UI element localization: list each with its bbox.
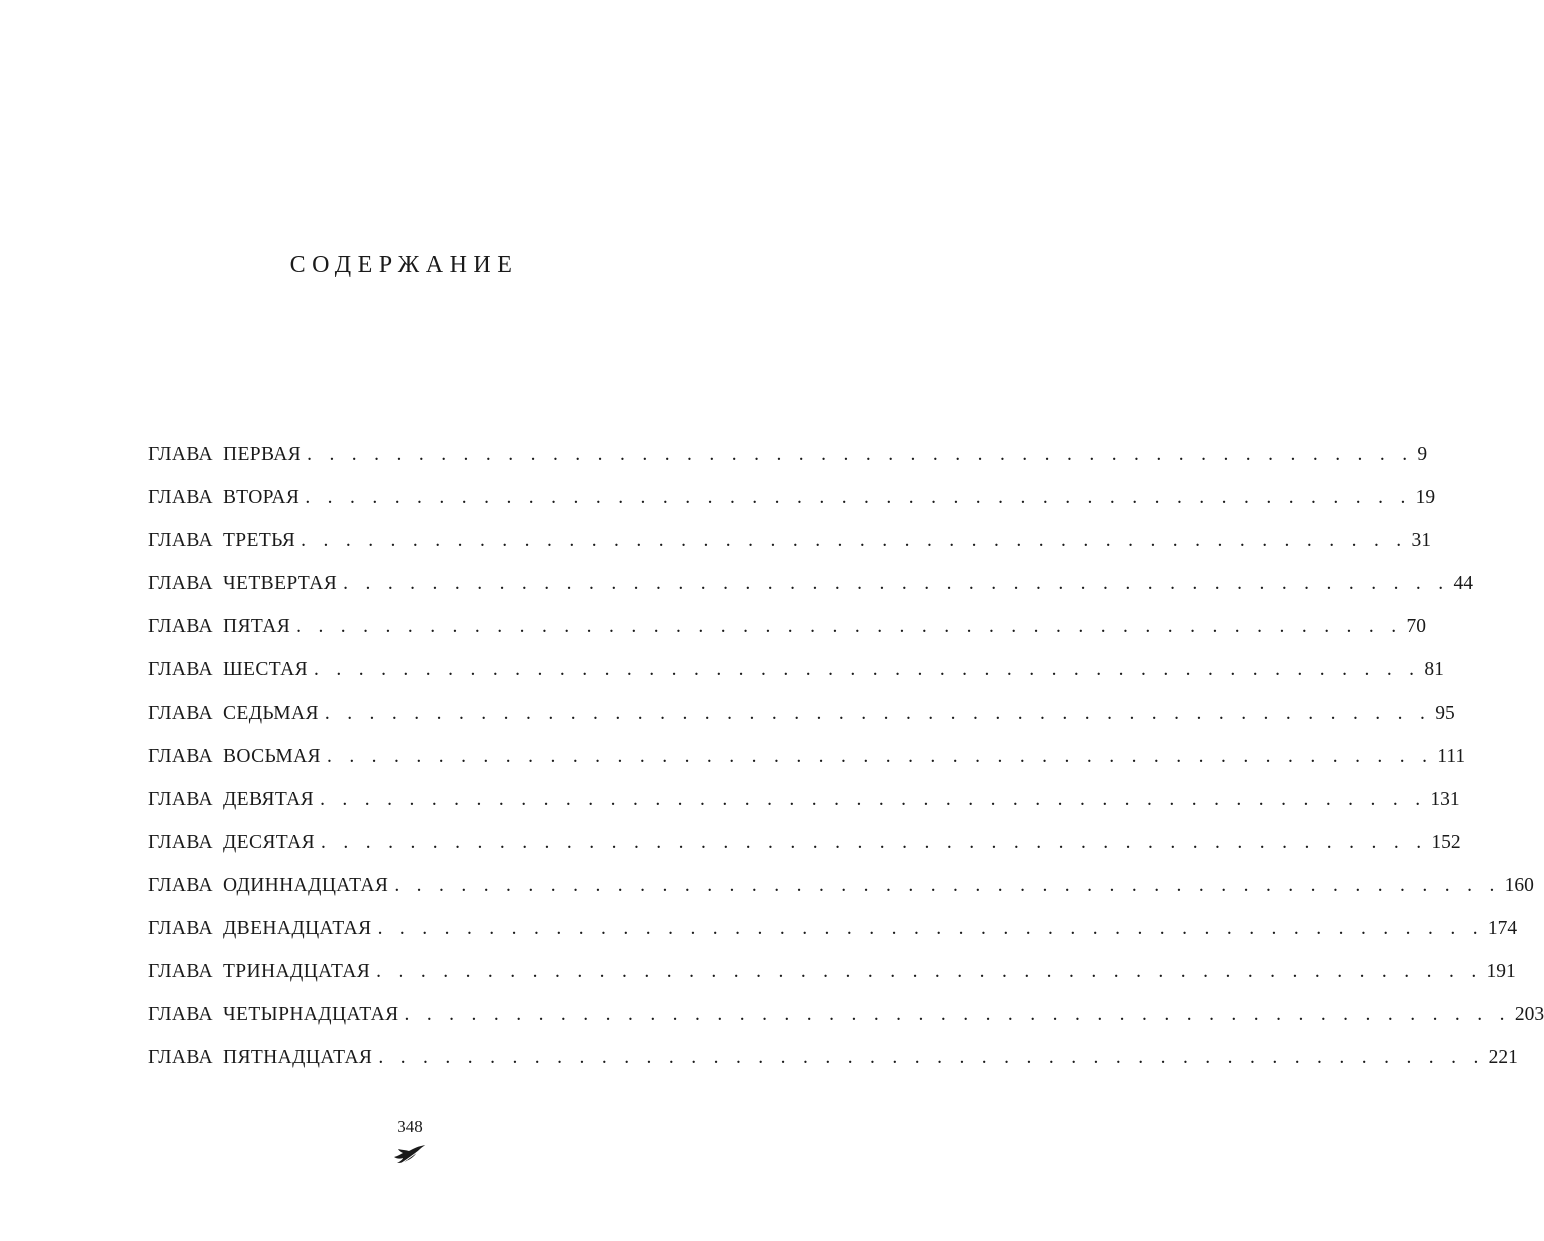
toc-entry-prefix: ГЛАВА [148,659,213,681]
toc-entry-page: 70 [1406,616,1426,638]
toc-entry-page: 191 [1486,961,1516,983]
toc-entry[interactable] [148,444,1428,487]
feather-icon [393,1143,427,1169]
toc-entry-prefix: ГЛАВА [148,1004,213,1026]
toc-entry-page: 95 [1435,702,1455,724]
toc-entry[interactable] [148,831,1461,875]
toc-entry-page: 131 [1430,788,1460,810]
toc-entry-prefix: ГЛАВА [148,530,213,552]
toc-entry-title: ДЕСЯТАЯ [222,831,316,853]
toc-entry-prefix: ГЛАВА [148,1047,213,1069]
toc-leader-dots: . . . . . . . . . . . . . . . . . . . . . . . . . . . . . . . . . . . . . . . . . . . . . . . . . . [377,918,1484,940]
toc-entry[interactable] [148,702,1455,746]
toc-entry-label [148,487,299,509]
page-title: СОДЕРЖАНИЕ [289,252,519,278]
toc-entry[interactable] [148,487,1436,530]
toc-entry-title: СЕДЬМАЯ [222,702,319,724]
toc-entry-page: 9 [1417,444,1428,465]
toc-entry-label [148,659,308,681]
toc-entry[interactable] [148,1004,1544,1047]
toc-entry[interactable] [148,745,1466,789]
toc-entry[interactable] [148,918,1518,961]
toc-entry[interactable] [148,961,1516,1004]
toc-entry[interactable] [148,659,1444,702]
toc-entry-label [148,573,337,595]
toc-entry-title: ТРИНАДЦАТАЯ [222,961,371,983]
toc-entry-label [148,444,301,466]
toc-entry-label [148,789,314,811]
toc-entry-title: ПЕРВАЯ [222,444,302,465]
toc-entry-label [148,961,370,983]
toc-leader-dots: . . . . . . . . . . . . . . . . . . . . . . . . . . . . . . . . . . . . . . . . . . . . . . . . . . [296,616,1403,638]
toc-entry[interactable] [148,573,1473,616]
toc-entry-page: 31 [1411,530,1431,552]
toc-entry-label [148,832,315,854]
toc-entry-label [148,616,290,638]
toc-entry-page: 221 [1488,1047,1518,1069]
toc-entry-title: ШЕСТАЯ [222,659,309,681]
toc-entry-prefix: ГЛАВА [148,874,213,896]
toc-leader-dots: . . . . . . . . . . . . . . . . . . . . . . . . . . . . . . . . . . . . . . . . . . . . . . . . . . [404,1004,1511,1026]
toc-leader-dots: . . . . . . . . . . . . . . . . . . . . . . . . . . . . . . . . . . . . . . . . . . . . . . . . . . [394,874,1501,896]
toc-entry-label [148,1004,398,1026]
toc-entry[interactable] [148,874,1534,918]
toc-entry-page: 152 [1431,831,1461,853]
toc-entry-prefix: ГЛАВА [148,444,213,465]
toc-leader-dots: . . . . . . . . . . . . . . . . . . . . . . . . . . . . . . . . . . . . . . . . . . . . . . . . . . [314,659,1421,681]
toc-entry-title: ЧЕТВЕРТАЯ [222,573,338,595]
toc-entry-label [148,875,388,897]
toc-entry-prefix: ГЛАВА [148,616,213,638]
toc-entry-title: ВТОРАЯ [222,487,300,509]
toc-entry-page: 160 [1504,874,1534,896]
toc-leader-dots: . . . . . . . . . . . . . . . . . . . . . . . . . . . . . . . . . . . . . . . . . . . . . . . . . . [305,487,1412,509]
toc-entry-prefix: ГЛАВА [148,487,213,509]
toc-entry[interactable] [148,1047,1518,1090]
toc-entry-title: ВОСЬМАЯ [222,745,321,767]
toc-entry-title: ПЯТНАДЦАТАЯ [222,1047,373,1069]
toc-leader-dots: . . . . . . . . . . . . . . . . . . . . . . . . . . . . . . . . . . . . . . . . . . . . . . . . . . [324,702,1432,724]
toc-entry-prefix: ГЛАВА [148,745,213,767]
toc-entry-page: 44 [1453,573,1473,595]
toc-leader-dots: . . . . . . . . . . . . . . . . . . . . . . . . . . . . . . . . . . . . . . . . . . . . . . . . . . [378,1047,1485,1069]
toc-entry-page: 81 [1424,659,1444,681]
toc-entry-label [148,530,295,552]
toc-leader-dots: . . . . . . . . . . . . . . . . . . . . . . . . . . . . . . . . . . . . . . . . . . . . . . . . . . [320,788,1427,810]
toc-entry-page: 19 [1415,487,1436,509]
toc-leader-dots: . . . . . . . . . . . . . . . . . . . . . . . . . . . . . . . . . . . . . . . . . . . . . . . . . . [376,961,1483,983]
toc-entry-prefix: ГЛАВА [148,702,213,724]
toc-entry-title: ДЕВЯТАЯ [222,788,315,810]
toc-leader-dots: . . . . . . . . . . . . . . . . . . . . . . . . . . . . . . . . . . . . . . . . . . . . . . . . . . [326,745,1434,767]
toc-entry-title: ОДИННАДЦАТАЯ [222,874,389,896]
toc-entry-label [148,918,372,940]
toc-entry-page: 203 [1514,1004,1544,1026]
toc-entry-page: 174 [1487,918,1518,940]
toc-entry-prefix: ГЛАВА [148,918,213,940]
toc-entry-page: 111 [1437,745,1466,767]
toc-entry[interactable] [148,530,1431,573]
toc-leader-dots: . . . . . . . . . . . . . . . . . . . . . . . . . . . . . . . . . . . . . . . . . . . . . . . . . . [301,530,1408,552]
toc-entry-label [148,1047,372,1069]
toc-leader-dots: . . . . . . . . . . . . . . . . . . . . . . . . . . . . . . . . . . . . . . . . . . . . . . . . . . [343,573,1450,595]
toc-entry-label [148,746,321,768]
toc-entry-title: ТРЕТЬЯ [222,530,296,552]
page-number: 348 [397,1117,423,1136]
toc-entry-prefix: ГЛАВА [148,573,213,595]
toc-entry[interactable] [148,788,1460,832]
toc-leader-dots: . . . . . . . . . . . . . . . . . . . . . . . . . . . . . . . . . . . . . . . . . . . . . . . . . . [321,831,1428,853]
toc-entry-prefix: ГЛАВА [148,788,213,810]
toc-entry-title: ПЯТАЯ [222,616,291,638]
toc-entry[interactable] [148,616,1426,659]
toc-entry-prefix: ГЛАВА [148,831,213,853]
toc-entry-prefix: ГЛАВА [148,961,213,983]
toc-leader-dots: . . . . . . . . . . . . . . . . . . . . . . . . . . . . . . . . . . . . . . . . . . . . . . . . . . [307,444,1414,465]
toc-entry-label [148,703,319,725]
toc-entry-title: ДВЕНАДЦАТАЯ [222,918,372,940]
table-of-contents [148,444,1544,1090]
toc-entry-title: ЧЕТЫРНАДЦАТАЯ [222,1004,399,1026]
